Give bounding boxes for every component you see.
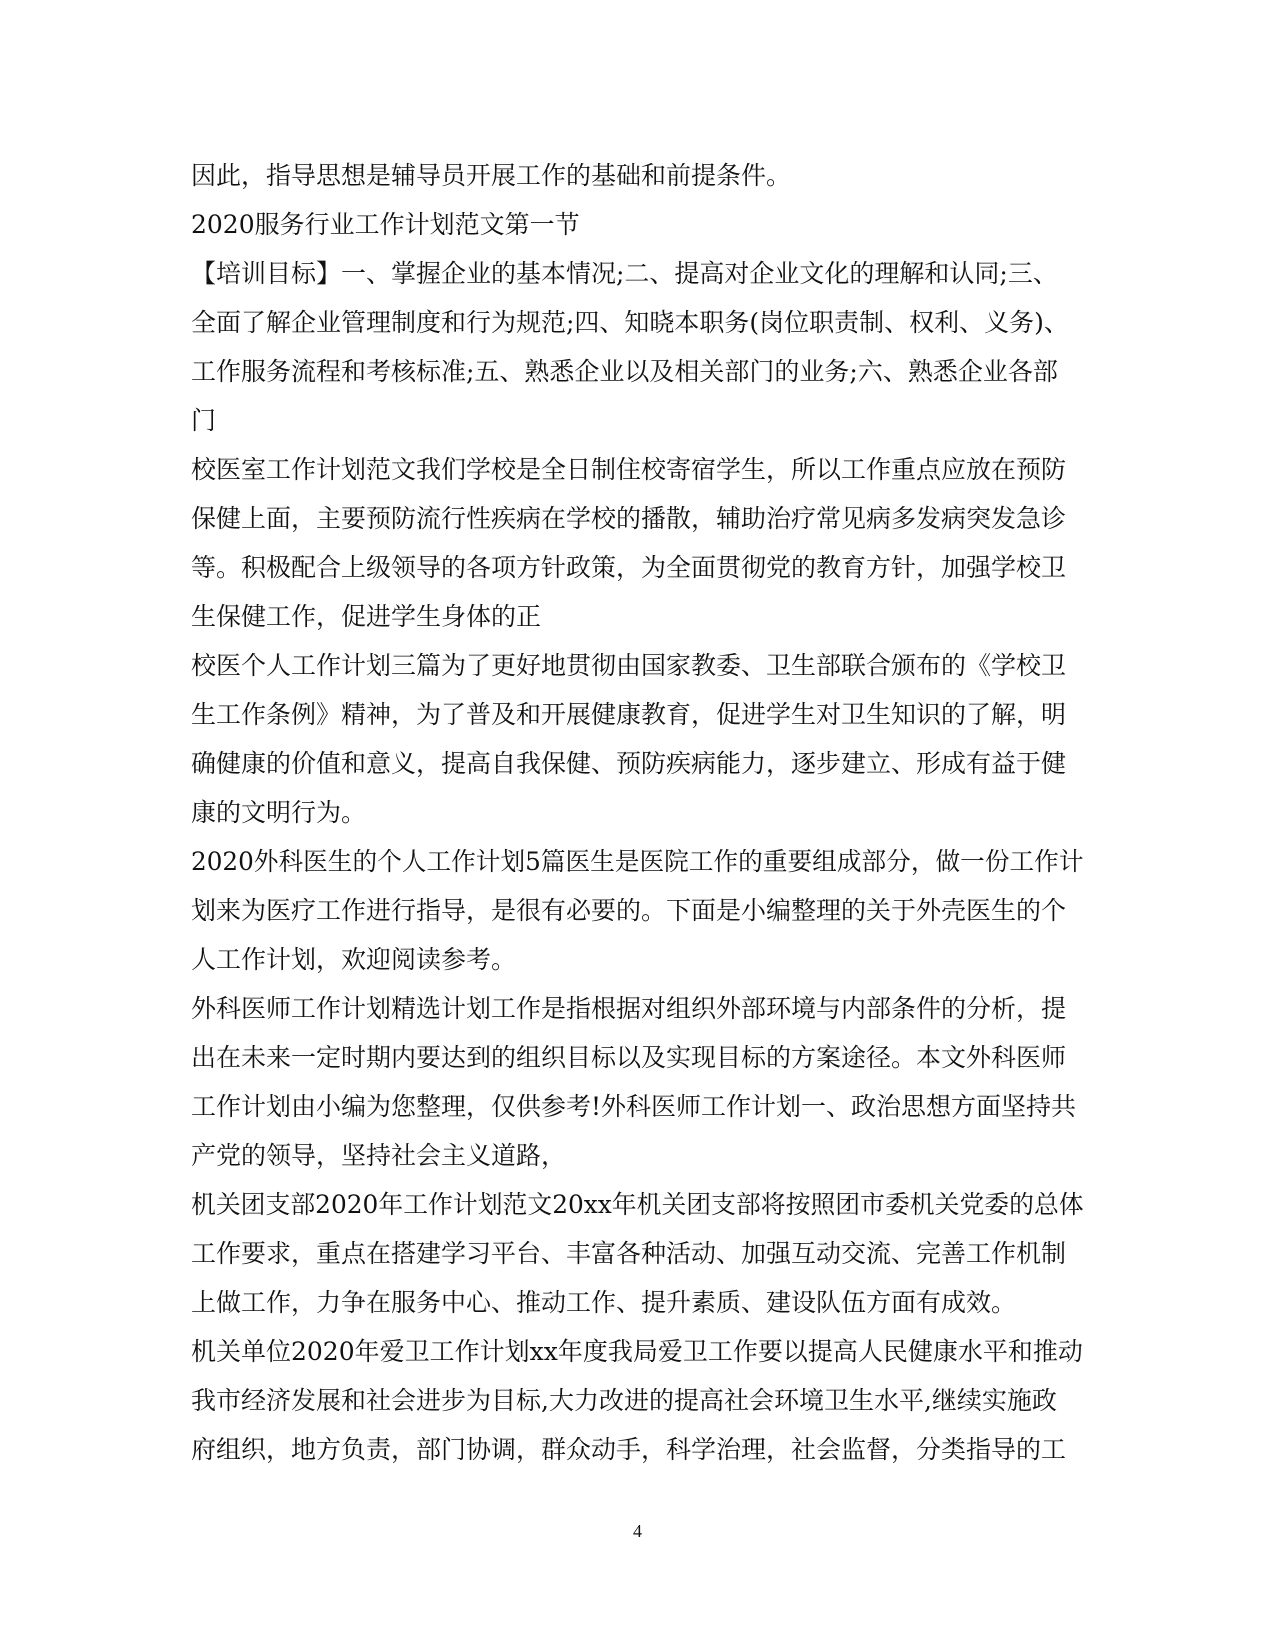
text-line: 机关团支部2020年工作计划范文20xx年机关团支部将按照团市委机关党委的总体 xyxy=(191,1190,1084,1219)
page-number: 4 xyxy=(633,1521,642,1541)
text-line: 机关单位2020年爱卫工作计划xx年度我局爱卫工作要以提高人民健康水平和推动 xyxy=(191,1337,1083,1366)
text-line: 康的文明行为。 xyxy=(191,798,367,827)
text-line: 府组织，地方负责，部门协调，群众动手，科学治理，社会监督，分类指导的工 xyxy=(191,1435,1067,1464)
text-line: 生工作条例》精神，为了普及和开展健康教育，促进学生对卫生知识的了解，明 xyxy=(191,700,1067,729)
text-line: 校医室工作计划范文我们学校是全日制住校寄宿学生，所以工作重点应放在预防 xyxy=(191,455,1067,484)
text-line: 全面了解企业管理制度和行为规范;四、知晓本职务(岗位职责制、权利、义务)、 xyxy=(191,308,1069,337)
body-text xyxy=(191,151,1084,1474)
text-line: 工作要求，重点在搭建学习平台、丰富各种活动、加强互动交流、完善工作机制 xyxy=(191,1239,1067,1268)
text-line: 因此，指导思想是辅导员开展工作的基础和前提条件。 xyxy=(191,161,792,190)
text-line: 2020外科医生的个人工作计划5篇医生是医院工作的重要组成部分，做一份工作计 xyxy=(191,847,1084,876)
text-line: 出在未来一定时期内要达到的组织目标以及实现目标的方案途径。本文外科医师 xyxy=(191,1043,1067,1072)
text-line: 外科医师工作计划精选计划工作是指根据对组织外部环境与内部条件的分析，提 xyxy=(191,994,1067,1023)
text-line: 等。积极配合上级领导的各项方针政策，为全面贯彻党的教育方针，加强学校卫 xyxy=(191,553,1067,582)
text-line: 产党的领导，坚持社会主义道路， xyxy=(191,1141,567,1170)
text-line: 上做工作，力争在服务中心、推动工作、提升素质、建设队伍方面有成效。 xyxy=(191,1288,1017,1317)
text-line: 校医个人工作计划三篇为了更好地贯彻由国家教委、卫生部联合颁布的《学校卫 xyxy=(191,651,1067,680)
text-line: 生保健工作，促进学生身体的正 xyxy=(191,602,542,631)
section-heading: 2020服务行业工作计划范文第一节 xyxy=(191,210,580,239)
text-line: 【培训目标】一、掌握企业的基本情况;二、提高对企业文化的理解和认同;三、 xyxy=(191,259,1058,288)
text-line: 保健上面，主要预防流行性疾病在学校的播散，辅助治疗常见病多发病突发急诊 xyxy=(191,504,1067,533)
text-line: 工作服务流程和考核标准;五、熟悉企业以及相关部门的业务;六、熟悉企业各部 xyxy=(191,357,1058,386)
text-line: 门 xyxy=(191,406,217,435)
text-line: 我市经济发展和社会进步为目标,大力改进的提高社会环境卫生水平,继续实施政 xyxy=(191,1386,1057,1415)
text-line: 人工作计划，欢迎阅读参考。 xyxy=(191,945,517,974)
text-line: 确健康的价值和意义，提高自我保健、预防疾病能力，逐步建立、形成有益于健 xyxy=(191,749,1067,778)
text-line: 划来为医疗工作进行指导，是很有必要的。下面是小编整理的关于外壳医生的个 xyxy=(191,896,1067,925)
text-line: 工作计划由小编为您整理，仅供参考!外科医师工作计划一、政治思想方面坚持共 xyxy=(191,1092,1077,1121)
